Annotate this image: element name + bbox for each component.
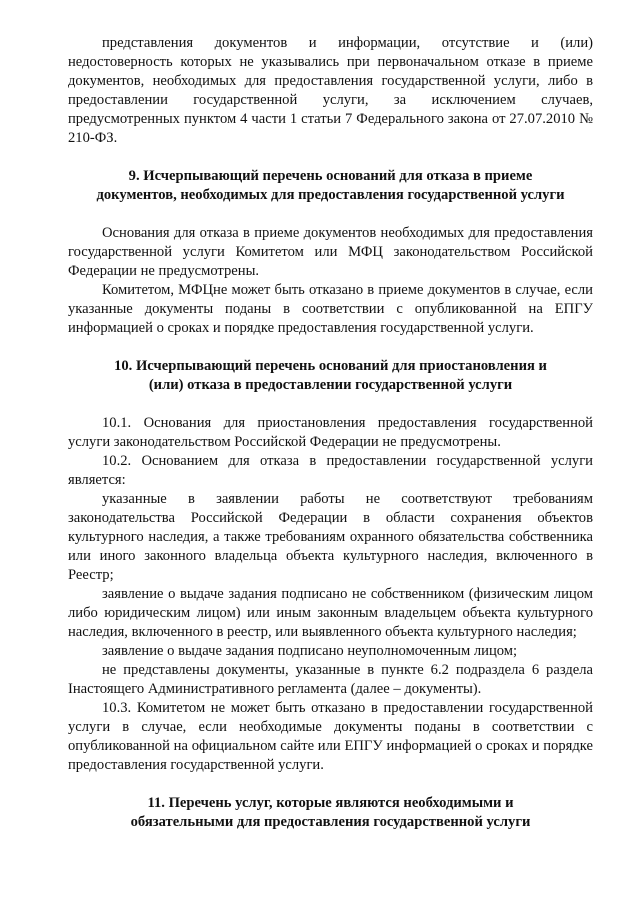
section-10-reason-3: заявление о выдаче задания подписано неуполномоченным лицом;	[102, 643, 518, 659]
spacer	[68, 395, 593, 414]
spacer	[68, 338, 593, 357]
section-11-heading	[68, 794, 593, 832]
spacer	[68, 205, 593, 224]
section-10-heading	[68, 357, 593, 395]
section-9-title-line2: документов, необходимых для предоставления государственной услуги	[96, 187, 565, 203]
section-11-title-line1: 11. Перечень услуг, которые являются необходимыми и	[147, 795, 514, 811]
section-10-paragraph-1: 10.1. Основания для приостановления предоставления государственной услуги законодательством Российской Федерации не предусмотрены.	[68, 415, 593, 450]
section-10-paragraph-2: 10.2. Основанием для отказа в предоставлении государственной услуги является:	[68, 453, 593, 488]
intro-paragraph: представления документов и информации, отсутствие и (или) недостоверность которых не указывались при первоначальном отказе в приеме документов, необходимых для предоставления государственной услуги, либо в предоставлении государственной услуги, за исключением случаев, предусмотренных пунктом 4 части 1 статьи 7 Федерального закона от 27.07.2010 № 210-ФЗ.	[68, 35, 593, 146]
section-9-title-line1: 9. Исчерпывающий перечень оснований для отказа в приеме	[128, 168, 533, 184]
section-9-paragraph-2: Комитетом, МФЦне может быть отказано в приеме документов в случае, если указанные документы поданы в соответствии с опубликованной на ЕПГУ информацией о сроках и порядке предоставления государственной услуги.	[68, 282, 593, 336]
section-11-title-line2: обязательными для предоставления государственной услуги	[130, 814, 531, 830]
section-9-heading	[68, 167, 593, 205]
section-10-reason-2: заявление о выдаче задания подписано не собственником (физическим лицом либо юридическим лицом) или иным законным владельцем объекта культурного наследия, включенного в реестр, или выявленного объекта культурного наследия;	[68, 586, 593, 640]
section-10-paragraph-3: 10.3. Комитетом не может быть отказано в предоставлении государственной услуги в случае, если необходимые документы поданы в соответствии с опубликованной на официальном сайте или ЕПГУ информацией о сроках и порядке предоставления государственной услуги.	[68, 700, 593, 773]
section-10-title-line1: 10. Исчерпывающий перечень оснований для приостановления и	[114, 358, 547, 374]
section-9-paragraph-1: Основания для отказа в приеме документов необходимых для предоставления государственной услуги Комитетом или МФЦ законодательством Российской Федерации не предусмотрены.	[68, 225, 593, 279]
section-10-reason-1: указанные в заявлении работы не соответствуют требованиям законодательства Российской Федерации в области сохранения объектов культурного наследия, а также требованиям охранного обязательства собственника или иного законного владельца объекта культурного наследия, включенного в Реестр;	[68, 491, 593, 583]
section-10-title-line2: (или) отказа в предоставлении государственной услуги	[148, 377, 513, 393]
spacer	[68, 148, 593, 167]
spacer	[68, 775, 593, 794]
section-10-reason-4: не представлены документы, указанные в пункте 6.2 подраздела 6 раздела Iнастоящего Административного регламента (далее – документы).	[68, 662, 593, 697]
